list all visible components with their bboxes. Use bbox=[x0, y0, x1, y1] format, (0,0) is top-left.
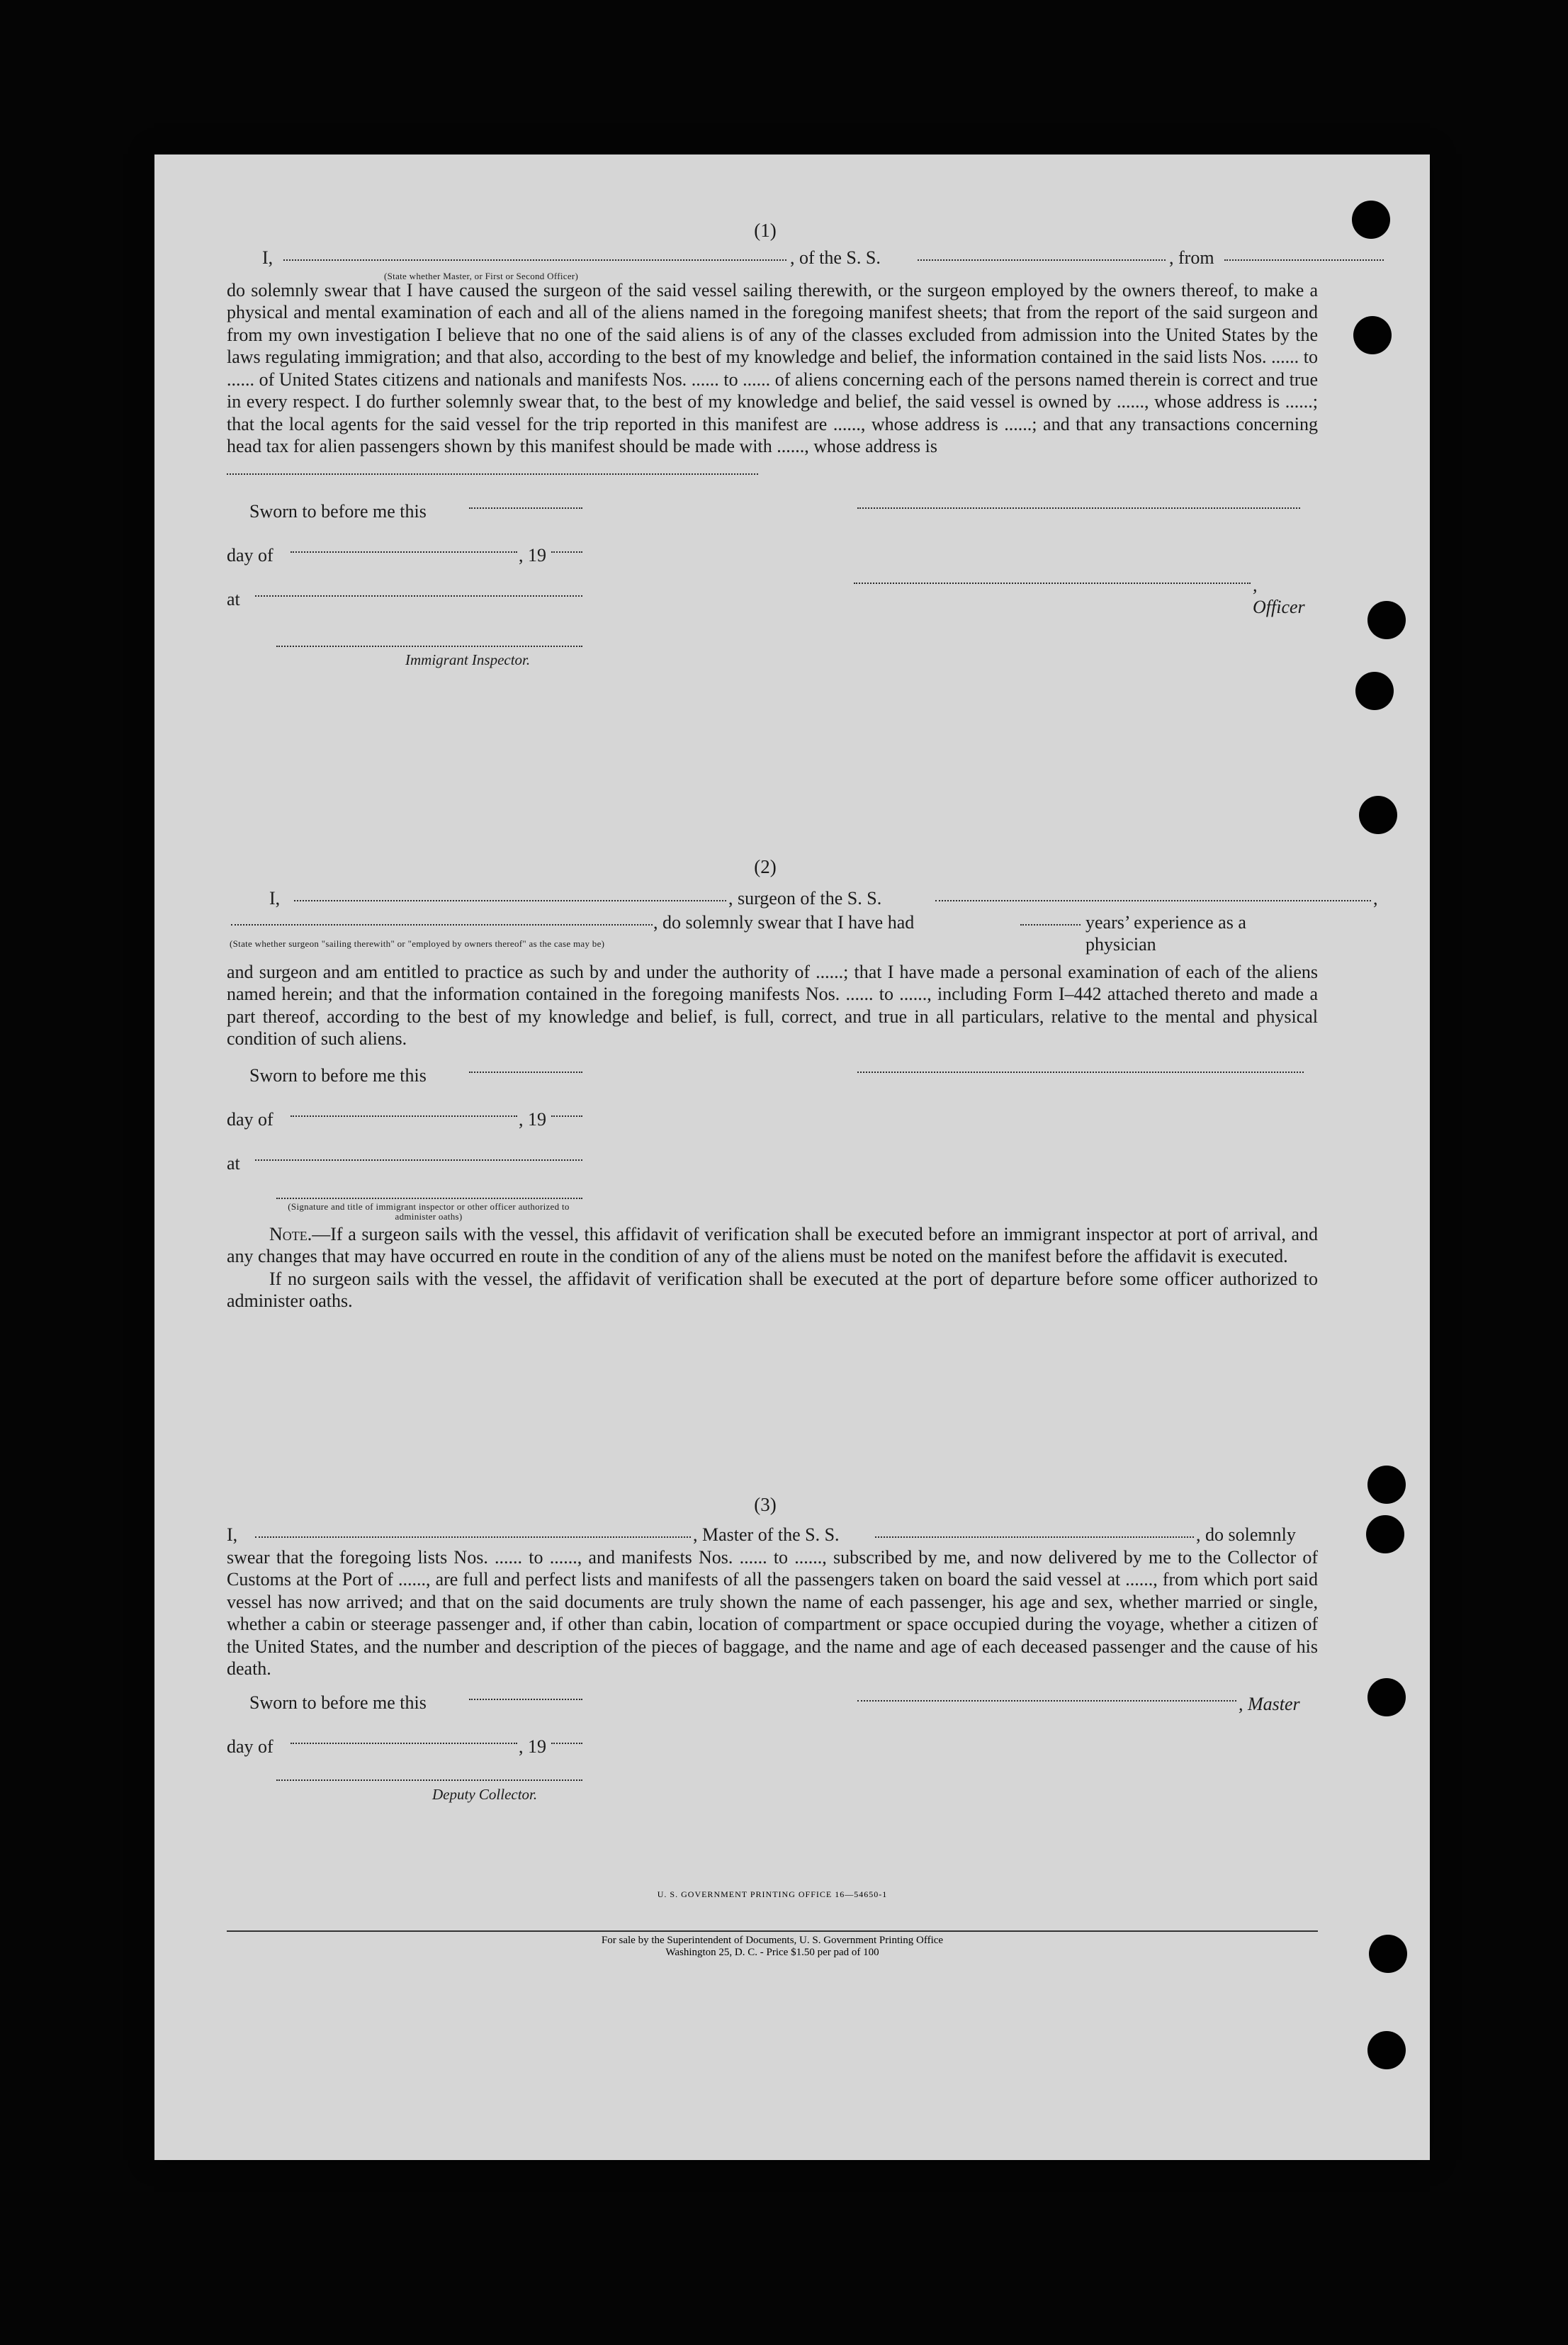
surgeon-line-1: I, , surgeon of the S. S. , bbox=[269, 887, 1378, 909]
master-label: , Master bbox=[1239, 1693, 1300, 1714]
affidavit-master bbox=[227, 1494, 1318, 1840]
sworn-date-field[interactable] bbox=[469, 507, 582, 509]
text-master-of: , Master of the S. S. bbox=[693, 1524, 840, 1545]
surgeon-caption: (State whether surgeon "sailing therewith" or "employed by owners thereof" as the case may be) bbox=[230, 938, 605, 949]
day-of-label: day of bbox=[227, 1108, 273, 1130]
sworn-label: Sworn to before me this bbox=[249, 1064, 427, 1086]
text-do-solemnly: , do solemnly bbox=[1196, 1524, 1296, 1545]
master-signature-block bbox=[227, 1692, 1304, 1840]
year-field[interactable] bbox=[551, 1743, 582, 1744]
officer-line bbox=[227, 247, 1304, 271]
inspector-signature-line[interactable] bbox=[276, 1198, 582, 1199]
text-i: I, bbox=[269, 887, 281, 909]
footer-text bbox=[227, 1935, 1318, 1959]
punch-hole bbox=[1353, 316, 1392, 354]
sworn-label: Sworn to before me this bbox=[249, 500, 427, 522]
collector-caption: Deputy Collector. bbox=[432, 1785, 538, 1803]
note-text: —If a surgeon sails with the vessel, this affidavit of verification shall be executed before an immigrant inspector at port of arrival, and any changes that may have occurred en route in the condition of any of the aliens must be noted on the manifest before the affidavit is executed. bbox=[227, 1223, 1318, 1266]
inspector-caption: Immigrant Inspector. bbox=[405, 651, 531, 668]
officer-title-field[interactable] bbox=[283, 247, 786, 261]
printer-imprint: U. S. GOVERNMENT PRINTING OFFICE 16—54650-1 bbox=[657, 1889, 888, 1899]
section-number: (2) bbox=[754, 856, 777, 877]
officer-signature-field[interactable] bbox=[857, 507, 1300, 509]
day-of-label: day of bbox=[227, 1736, 273, 1757]
year-label: , 19 bbox=[519, 1736, 546, 1757]
master-name-field[interactable] bbox=[255, 1524, 691, 1538]
punch-hole bbox=[1367, 601, 1406, 639]
punch-hole bbox=[1367, 1466, 1406, 1504]
text-of-ss: , of the S. S. bbox=[790, 247, 881, 268]
officer-caption: (State whether Master, or First or Second Officer) bbox=[384, 270, 579, 281]
day-of-label: day of bbox=[227, 544, 273, 566]
punch-hole bbox=[1359, 796, 1397, 834]
departure-port-field[interactable] bbox=[1224, 247, 1384, 261]
inspector-signature-line[interactable] bbox=[276, 646, 582, 647]
year-field[interactable] bbox=[551, 1115, 582, 1117]
note-paragraph bbox=[227, 1223, 1318, 1268]
note-paragraph-2: If no surgeon sails with the vessel, the affidavit of verification shall be executed at the port of departure before some officer authorized to administer oaths. bbox=[227, 1268, 1318, 1311]
at-label: at bbox=[227, 588, 240, 609]
collector-signature-line[interactable] bbox=[276, 1779, 582, 1781]
text-years-experience: years’ experience as a physician bbox=[1085, 911, 1246, 955]
surgeon-signature-field[interactable] bbox=[857, 1072, 1304, 1073]
years-field[interactable] bbox=[1020, 911, 1081, 926]
text-i: I, bbox=[227, 1524, 238, 1545]
footer-line-2: Washington 25, D. C. - Price $1.50 per pad of 100 bbox=[665, 1947, 879, 1958]
text-do-swear: , do solemnly swear that I have had bbox=[653, 911, 915, 933]
agent-address-field[interactable] bbox=[227, 461, 758, 475]
vessel-name-field[interactable] bbox=[918, 247, 1166, 261]
year-label: , 19 bbox=[519, 1108, 546, 1130]
day-field[interactable] bbox=[291, 1115, 517, 1117]
year-label: , 19 bbox=[519, 544, 546, 566]
punch-hole bbox=[1369, 1935, 1407, 1973]
surgeon-body: and surgeon and am entitled to practice as such by and under the authority of ......; that I have made a personal examination of each of the aliens named herein; and that the information contained in the foregoing manifests Nos. ...... to ......, including Form I–442 attached thereto and made a part thereof, according to the best of my knowledge and belief, is full, correct, and true in all particulars, relative to the mental and physical condition of such aliens. bbox=[227, 961, 1318, 1049]
footer-rule bbox=[227, 1930, 1318, 1932]
surgeon-signature-block bbox=[227, 1064, 1304, 1222]
punch-hole bbox=[1366, 1515, 1404, 1553]
master-vessel-field[interactable] bbox=[875, 1524, 1194, 1538]
master-line-1 bbox=[227, 1524, 1304, 1546]
day-field[interactable] bbox=[291, 1743, 517, 1744]
master-signature-field[interactable] bbox=[857, 1700, 1236, 1702]
form-page bbox=[154, 154, 1430, 2160]
text-i: I, bbox=[262, 247, 273, 268]
signature-block bbox=[227, 500, 1304, 670]
surgeon-name-field[interactable] bbox=[294, 887, 726, 901]
place-field[interactable] bbox=[255, 1159, 582, 1161]
day-field[interactable] bbox=[291, 551, 517, 553]
year-field[interactable] bbox=[551, 551, 582, 553]
master-body: swear that the foregoing lists Nos. ...... to ......, and manifests Nos. ...... to ......, subscribed by me, and now delivered by me to the Collector of Customs at the Port of ......, are full and perfect lists and manifests of all the passengers taken on board the said vessel at ......, from which port said vessel has now arrived; and that on the said documents are truly shown the name of each passenger, his age and sex, whether married or single, whether a cabin or steerage passenger and, if other than cabin, location of compartment or space occupied during the voyage, whether a citizen of the United States, and the number and description of the pieces of baggage, and the name and age of each deceased passenger and the cause of his death. bbox=[227, 1546, 1318, 1679]
affidavit-surgeon bbox=[227, 856, 1378, 1312]
officer-label: , Officer bbox=[1253, 574, 1305, 617]
text-surgeon-of: , surgeon of the S. S. bbox=[728, 887, 882, 909]
footer-line-1: For sale by the Superintendent of Documents, U. S. Government Printing Office bbox=[601, 1935, 944, 1946]
section-number: (3) bbox=[754, 1494, 777, 1515]
sworn-label: Sworn to before me this bbox=[249, 1692, 427, 1713]
sworn-date-field[interactable] bbox=[469, 1072, 582, 1073]
at-label: at bbox=[227, 1152, 240, 1174]
note-label: Note. bbox=[269, 1223, 312, 1244]
punch-hole bbox=[1367, 1678, 1406, 1716]
surgeon-vessel-field[interactable] bbox=[935, 887, 1371, 901]
affidavit-body: do solemnly swear that I have caused the surgeon of the said vessel sailing therewith, or the surgeon employed by the owners thereof, to make a physical and mental examination of each and all of the aliens named in the foregoing manifest sheets; that from the report of the said surgeon and from my own investigation I believe that no one of the said aliens is of any of the classes excluded from admission into the United States by the laws regulating immigration; and that also, according to the best of my knowledge and belief, the information contained in the said lists Nos. ...... to ...... of United States citizens and nationals and manifests Nos. ...... to ...... of aliens concerning each of the persons named therein is correct and true in every respect. I do further solemnly swear that, to the best of my knowledge and belief, the said vessel is owned by ......, whose address is ......; that the local agents for the said vessel for the trip reported in this manifest are ......, whose address is ......; and that any transactions concerning head tax for alien passengers shown by this manifest should be made with ......, whose address is bbox=[227, 279, 1318, 456]
sworn-date-field[interactable] bbox=[469, 1699, 582, 1700]
punch-hole bbox=[1367, 2031, 1406, 2069]
surgeon-status-field[interactable] bbox=[231, 911, 653, 926]
text-from: , from bbox=[1169, 247, 1214, 268]
section-number: (1) bbox=[754, 220, 777, 241]
place-field[interactable] bbox=[255, 595, 582, 597]
punch-hole bbox=[1355, 672, 1394, 710]
signature-caption: (Signature and title of immigrant inspector or other officer authorized to administer oaths) bbox=[288, 1200, 570, 1222]
officer-title-signature[interactable] bbox=[854, 583, 1251, 584]
punch-hole bbox=[1352, 201, 1390, 239]
affidavit-officer bbox=[227, 220, 1318, 670]
